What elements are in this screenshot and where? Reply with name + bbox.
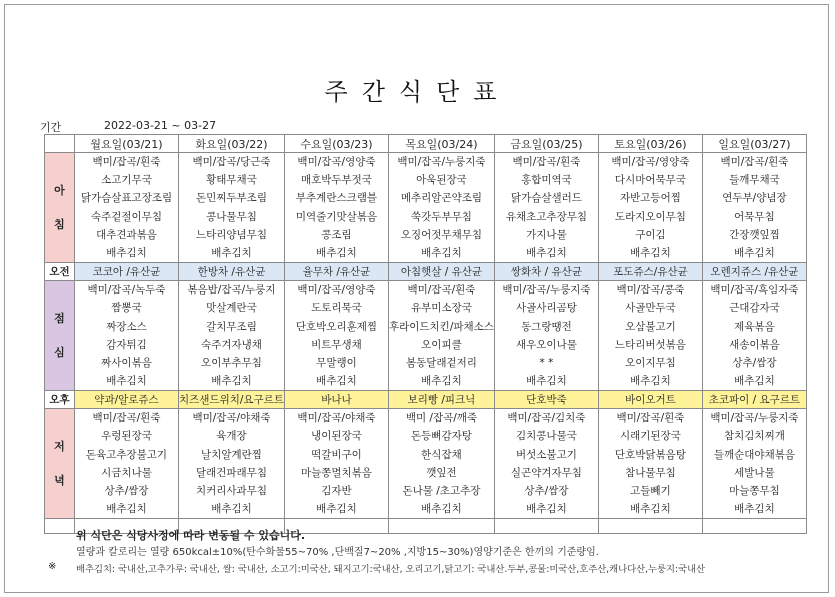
breakfast-menu-cell: 백미/잡곡/영양죽 매호박두부젓국 부추계란스크램블 미역줄기맛살볶음 콩조림 배추김치 [284,153,388,263]
am-snack-cell: 한방차 /유산균 [179,263,285,281]
reference-mark: ※ [48,561,57,572]
dinner-menu-cell: 백미 /잡곡/깨죽 돈등뼈감자탕 한식잡채 깻잎전 돈나물 /초고추장 배추김치 [388,409,494,519]
dinner-menu-cell: 백미/잡곡/흰죽 시래기된장국 단호박닭볶음탕 참나물무침 고들빼기 배추김치 [598,409,702,519]
period-value: 2022-03-21 ~ 03-27 [104,119,217,132]
day-header-row [45,135,807,153]
pm-snack-row [45,391,807,409]
spacer-cell [702,519,806,534]
spacer-cell [598,519,702,534]
lunch-menu-cell: 볶음밥/잡곡/누룽지 맛살계란국 갈치무조림 숙주겨자냉채 오이부추무침 배추김치 [179,281,285,391]
breakfast-menu-cell: 백미/잡곡/흰죽 들깨무채국 연두부/양념장 어묵무침 간장깻잎찜 배추김치 [702,153,806,263]
dinner-row [45,409,807,519]
am-snack-cell: 코코아 /유산균 [75,263,179,281]
lunch-menu-cell: 백미/잡곡/녹두죽 짬뽕국 짜장소스 감자튀김 짜사이볶음 배추김치 [75,281,179,391]
day-header: 토요일(03/26) [598,135,702,153]
day-header: 일요일(03/27) [702,135,806,153]
breakfast-menu-cell: 백미/잡곡/누룽지죽 아욱된장국 메추리알곤약조림 쑥갓두부무침 오징어젓무채무침 배추김치 [388,153,494,263]
weekly-menu-table [44,134,807,534]
lunch-menu-cell: 백미/잡곡/누룽지죽 사골사리곰탕 동그랑땡전 새우오이나물 * * 배추김치 [494,281,598,391]
breakfast-menu-cell: 백미/잡곡/영양죽 다시마어묵무국 자반고등어찜 도라지오이무침 구이김 배추김치 [598,153,702,263]
lunch-label: 점 심 [45,281,75,391]
lunch-row [45,281,807,391]
page-title: 주간식단표 [324,78,511,106]
am-snack-cell: 포도쥬스/유산균 [598,263,702,281]
pm-snack-cell: 보리빵 /피크닉 [388,391,494,409]
lunch-menu-cell: 백미/잡곡/흰죽 유부미소장국 후라이드치킨/파채소스 오이피클 봄동달래겉저리 배추김치 [388,281,494,391]
day-header: 화요일(03/22) [179,135,285,153]
dinner-label: 저 녁 [45,409,75,519]
dinner-menu-cell: 백미/잡곡/야채죽 냉이된장국 떡갈비구이 마늘쫑멸치볶음 김자반 배추김치 [284,409,388,519]
dinner-menu-cell: 백미/잡곡/야채죽 육개장 날치알계란찜 달래건파래무침 치커리사과무침 배추김치 [179,409,285,519]
lunch-menu-cell: 백미/잡곡/콩죽 사골만두국 오삼불고기 느타리버섯볶음 오이지무침 배추김치 [598,281,702,391]
spacer-cell [388,519,494,534]
pm-snack-cell: 초코파이 / 요구르트 [702,391,806,409]
period-label: 기간 [40,121,62,134]
pm-snack-cell: 바나나 [284,391,388,409]
nutrition-info: 열량과 칼로리는 열량 650kcal±10%(탄수화물55~70% ,단백질7~20% ,지방15~30%)영양기준은 한끼의 기준량임. [76,547,599,558]
am-snack-cell: 율무차 /유산균 [284,263,388,281]
dinner-menu-cell: 백미/잡곡/김치죽 김치콩나물국 버섯소불고기 실곤약겨자무침 상추/쌈장 배추김치 [494,409,598,519]
dinner-menu-cell: 백미/잡곡/흰죽 우렁된장국 돈육고추장불고기 시금치나물 상추/쌈장 배추김치 [75,409,179,519]
breakfast-menu-cell: 백미/잡곡/흰죽 홍합미역국 닭가슴살샐러드 유채초고추장무침 가지나물 배추김치 [494,153,598,263]
pm-snack-cell: 단호박죽 [494,391,598,409]
am-snack-cell: 오렌지쥬스 /유산균 [702,263,806,281]
am-snack-cell: 쌍화차 / 유산균 [494,263,598,281]
breakfast-menu-cell: 백미/잡곡/흰죽 소고기무국 닭가슴살표고장조림 숙주겉절이무침 대추견과볶음 배추김치 [75,153,179,263]
menu-change-notice: 위 식단은 식당사정에 따라 변동될 수 있습니다. [76,529,306,542]
pm-snack-cell: 바이오거트 [598,391,702,409]
day-header: 월요일(03/21) [75,135,179,153]
lunch-menu-cell: 백미/잡곡/흑임자죽 근대감자국 제육볶음 새송이볶음 상추/쌈장 배추김치 [702,281,806,391]
spacer-cell [494,519,598,534]
breakfast-label: 아 침 [45,153,75,263]
spacer-cell [45,519,75,534]
am-snack-cell: 아침햇살 / 유산균 [388,263,494,281]
dinner-menu-cell: 백미/잡곡/누룽지죽 참치김치찌개 들깨순대야채볶음 세발나물 마늘쫑무침 배추김치 [702,409,806,519]
lunch-menu-cell: 백미/잡곡/영양죽 도토리묵국 단호박오리훈제찜 비트무생채 무말랭이 배추김치 [284,281,388,391]
breakfast-menu-cell: 백미/잡곡/당근죽 황태무채국 돈민찌두부조림 콩나물무침 느타리양념무침 배추김치 [179,153,285,263]
day-header: 목요일(03/24) [388,135,494,153]
am-snack-label: 오전 [45,263,75,281]
corner-cell [45,135,75,153]
pm-snack-cell: 치즈샌드위치/요구르트 [179,391,285,409]
breakfast-row [45,153,807,263]
origin-info: 배추김치: 국내산,고추가루: 국내산, 쌀: 국내산, 소고기:미국산, 돼지고기:국내산, 오리고기,닭고기: 국내산.두부,콩물:미국산,호주산,캐나다산,누룽지:국내산 [76,564,706,575]
day-header: 금요일(03/25) [494,135,598,153]
day-header: 수요일(03/23) [284,135,388,153]
pm-snack-cell: 약과/알로쥬스 [75,391,179,409]
am-snack-row [45,263,807,281]
pm-snack-label: 오후 [45,391,75,409]
